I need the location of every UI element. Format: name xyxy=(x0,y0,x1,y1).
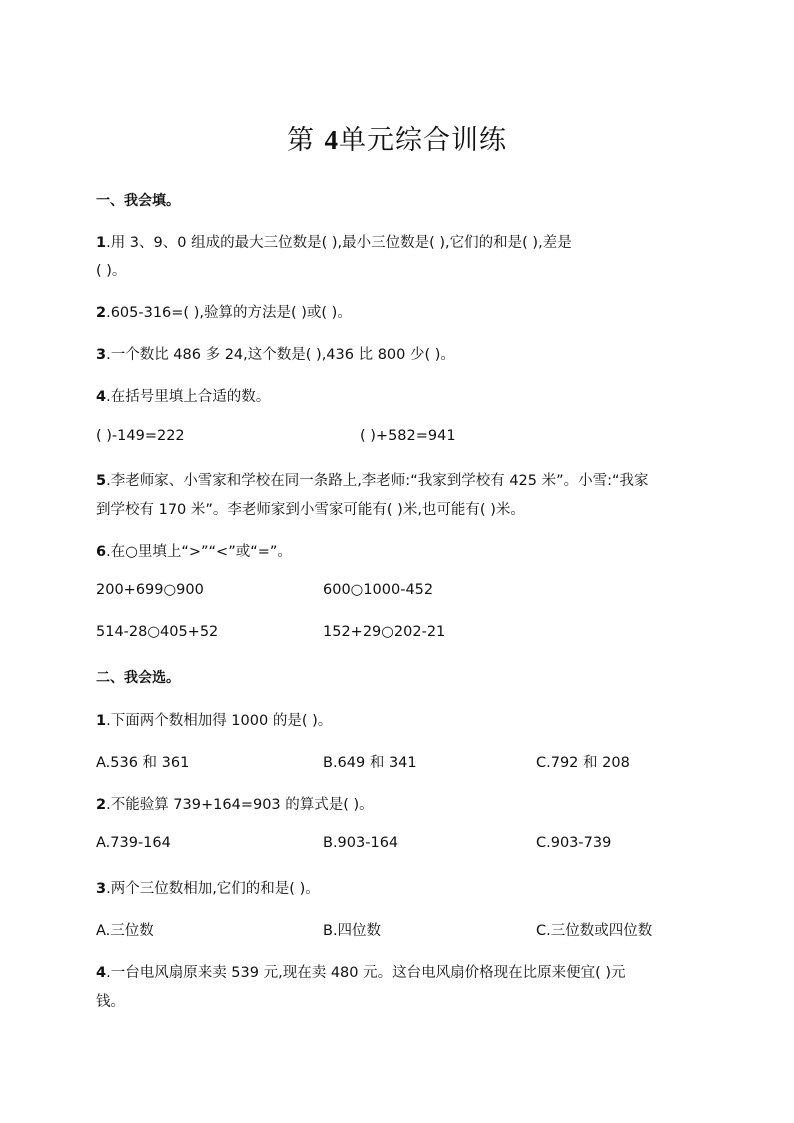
question-6-item-b: 600○1000-452 xyxy=(323,582,434,598)
question-4-item-a: ( )-149=222 xyxy=(96,428,185,444)
page-title: 第 4单元综合训练 xyxy=(286,125,508,156)
choice-question-3: 3.两个三位数相加,它们的和是( )。 xyxy=(96,881,320,897)
section-heading-choose: 二、我会选。 xyxy=(96,670,180,686)
choice-1-option-c: C.792 和 208 xyxy=(536,755,630,771)
question-6: 6.在○里填上“>”“<”或“=”。 xyxy=(96,544,292,560)
choice-question-1: 1.下面两个数相加得 1000 的是( )。 xyxy=(96,713,333,729)
choice-3-option-c: C.三位数或四位数 xyxy=(536,923,653,939)
choice-3-option-a: A.三位数 xyxy=(96,923,154,939)
question-5: 5.李老师家、小雪家和学校在同一条路上,李老师:“我家到学校有 425 米”。小雪:“我家 xyxy=(96,473,649,489)
question-2: 2.605-316=( ),验算的方法是( )或( )。 xyxy=(96,305,352,321)
question-6-item-c: 514-28○405+52 xyxy=(96,624,219,640)
question-4-item-b: ( )+582=941 xyxy=(360,428,456,444)
question-6-item-a: 200+699○900 xyxy=(96,582,204,598)
choice-2-option-a: A.739-164 xyxy=(96,835,171,851)
choice-1-option-b: B.649 和 341 xyxy=(323,755,417,771)
choice-question-2: 2.不能验算 739+164=903 的算式是( )。 xyxy=(96,797,374,813)
section-heading-fill: 一、我会填。 xyxy=(96,193,180,209)
choice-2-option-b: B.903-164 xyxy=(323,835,399,851)
choice-question-4: 4.一台电风扇原来卖 539 元,现在卖 480 元。这台电风扇价格现在比原来便宜( )元 xyxy=(96,965,626,981)
question-1-continued: ( )。 xyxy=(96,263,127,279)
choice-3-option-b: B.四位数 xyxy=(323,923,382,939)
question-4: 4.在括号里填上合适的数。 xyxy=(96,389,271,405)
question-1: 1.用 3、9、0 组成的最大三位数是( ),最小三位数是( ),它们的和是( ),差是 xyxy=(96,235,572,251)
question-5-continued: 到学校有 170 米”。李老师家到小雪家可能有( )米,也可能有( )米。 xyxy=(96,502,525,518)
choice-2-option-c: C.903-739 xyxy=(536,835,612,851)
choice-1-option-a: A.536 和 361 xyxy=(96,755,190,771)
choice-question-4-continued: 钱。 xyxy=(96,994,125,1010)
question-3: 3.一个数比 486 多 24,这个数是( ),436 比 800 少( )。 xyxy=(96,347,455,363)
question-6-item-d: 152+29○202-21 xyxy=(323,624,446,640)
